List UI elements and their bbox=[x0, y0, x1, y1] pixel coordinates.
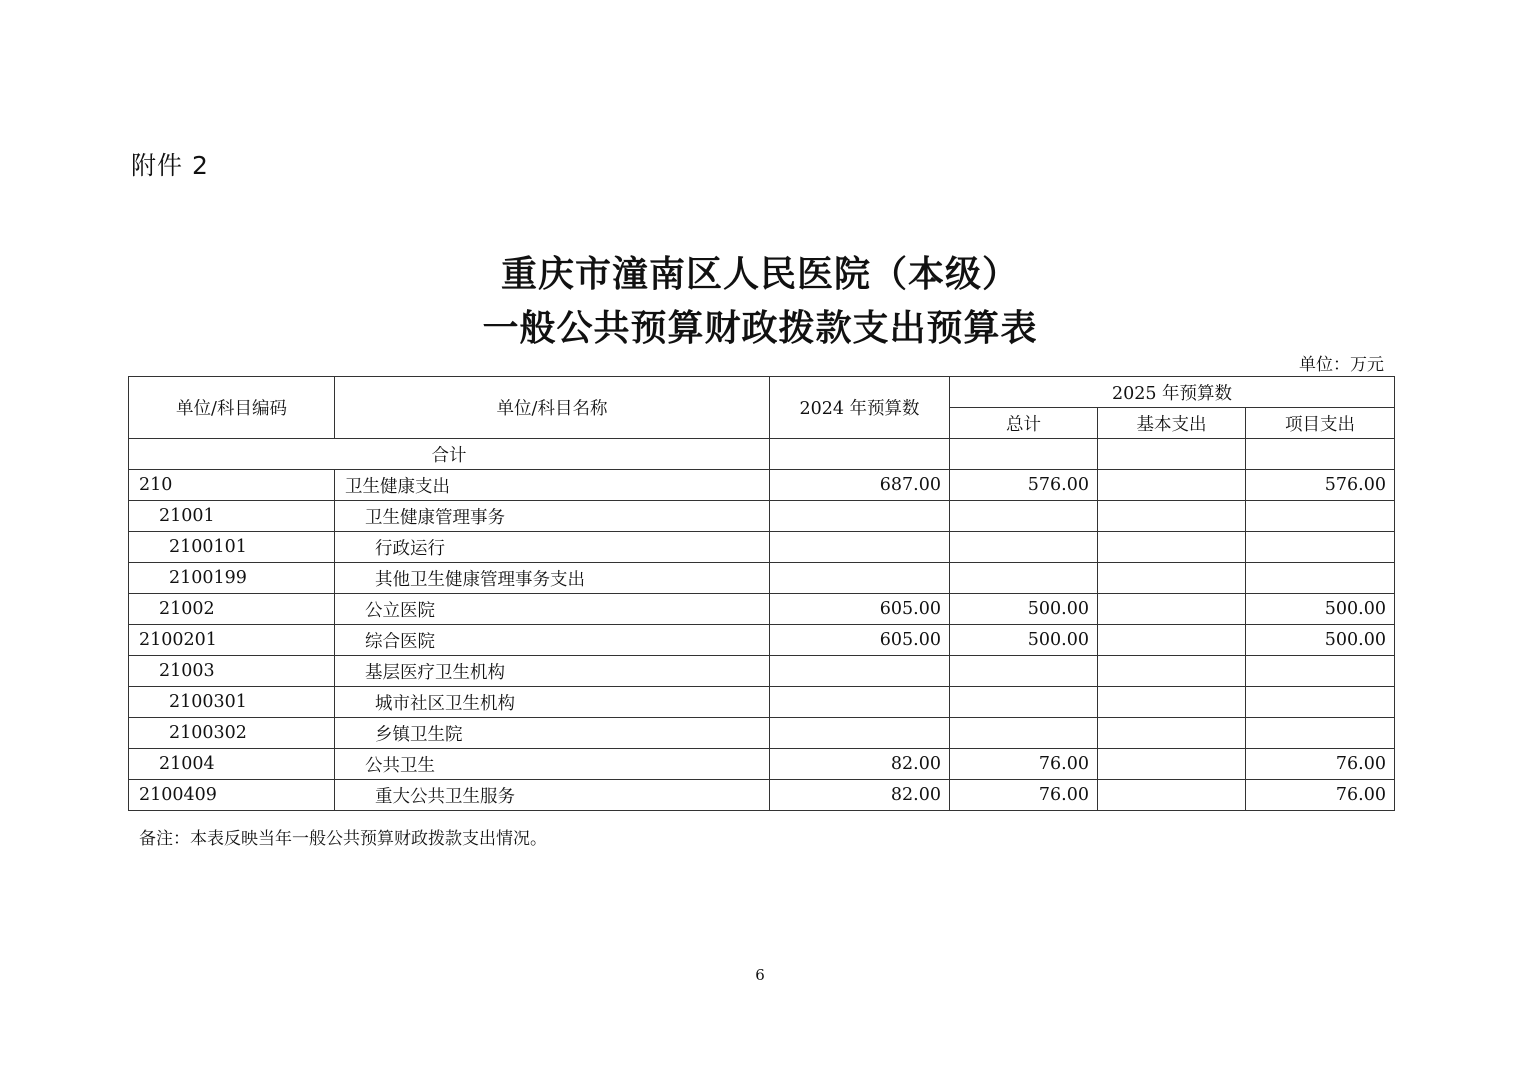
cell-b2024: 82.00 bbox=[770, 780, 950, 811]
cell-code: 2100201 bbox=[129, 625, 335, 656]
table-row bbox=[129, 501, 1395, 532]
cell-b2024 bbox=[770, 501, 950, 532]
unit-label: 单位：万元 bbox=[1299, 355, 1384, 375]
cell-b2024 bbox=[770, 439, 950, 470]
cell-project: 76.00 bbox=[1246, 749, 1395, 780]
cell-basic bbox=[1098, 532, 1246, 563]
cell-name: 卫生健康管理事务 bbox=[335, 501, 770, 532]
cell-basic bbox=[1098, 563, 1246, 594]
cell-name: 综合医院 bbox=[335, 625, 770, 656]
cell-basic bbox=[1098, 470, 1246, 501]
cell-project: 500.00 bbox=[1246, 625, 1395, 656]
cell-b2024 bbox=[770, 656, 950, 687]
cell-name: 重大公共卫生服务 bbox=[335, 780, 770, 811]
cell-code: 2100302 bbox=[129, 718, 335, 749]
document-title-line1: 重庆市潼南区人民医院（本级） bbox=[500, 253, 1019, 295]
cell-b2024: 687.00 bbox=[770, 470, 950, 501]
table-row bbox=[129, 625, 1395, 656]
total-label: 合计 bbox=[129, 439, 770, 470]
cell-total bbox=[950, 501, 1098, 532]
cell-b2024: 605.00 bbox=[770, 625, 950, 656]
budget-table bbox=[128, 376, 1395, 811]
page-number: 6 bbox=[755, 966, 765, 984]
cell-project bbox=[1246, 718, 1395, 749]
table-row bbox=[129, 594, 1395, 625]
table-row bbox=[129, 656, 1395, 687]
cell-code: 2100199 bbox=[129, 563, 335, 594]
table-note: 备注：本表反映当年一般公共预算财政拨款支出情况。 bbox=[139, 829, 547, 849]
cell-code: 21002 bbox=[129, 594, 335, 625]
header-name: 单位/科目名称 bbox=[335, 377, 770, 439]
header-basic: 基本支出 bbox=[1098, 408, 1246, 439]
cell-total bbox=[950, 687, 1098, 718]
cell-name: 城市社区卫生机构 bbox=[335, 687, 770, 718]
attachment-label: 附件 2 bbox=[131, 151, 209, 180]
cell-b2024 bbox=[770, 563, 950, 594]
cell-name: 行政运行 bbox=[335, 532, 770, 563]
cell-basic bbox=[1098, 594, 1246, 625]
cell-project bbox=[1246, 439, 1395, 470]
cell-basic bbox=[1098, 656, 1246, 687]
cell-total bbox=[950, 563, 1098, 594]
cell-project bbox=[1246, 687, 1395, 718]
cell-code: 21004 bbox=[129, 749, 335, 780]
cell-code: 2100301 bbox=[129, 687, 335, 718]
cell-project bbox=[1246, 563, 1395, 594]
table-row bbox=[129, 718, 1395, 749]
table-row bbox=[129, 470, 1395, 501]
table-row bbox=[129, 749, 1395, 780]
header-budget-2025: 2025 年预算数 bbox=[950, 377, 1395, 408]
cell-project bbox=[1246, 532, 1395, 563]
cell-basic bbox=[1098, 439, 1246, 470]
cell-code: 2100101 bbox=[129, 532, 335, 563]
table-row bbox=[129, 687, 1395, 718]
cell-project bbox=[1246, 656, 1395, 687]
cell-basic bbox=[1098, 501, 1246, 532]
cell-total bbox=[950, 439, 1098, 470]
table-row bbox=[129, 532, 1395, 563]
cell-project bbox=[1246, 501, 1395, 532]
header-project: 项目支出 bbox=[1246, 408, 1395, 439]
cell-code: 210 bbox=[129, 470, 335, 501]
cell-b2024: 82.00 bbox=[770, 749, 950, 780]
table-row bbox=[129, 780, 1395, 811]
cell-total: 76.00 bbox=[950, 780, 1098, 811]
cell-total bbox=[950, 656, 1098, 687]
cell-b2024 bbox=[770, 718, 950, 749]
cell-name: 其他卫生健康管理事务支出 bbox=[335, 563, 770, 594]
header-budget-2024: 2024 年预算数 bbox=[770, 377, 950, 439]
table-row-total bbox=[129, 439, 1395, 470]
cell-basic bbox=[1098, 718, 1246, 749]
cell-total: 576.00 bbox=[950, 470, 1098, 501]
cell-total bbox=[950, 532, 1098, 563]
cell-project: 576.00 bbox=[1246, 470, 1395, 501]
cell-basic bbox=[1098, 780, 1246, 811]
cell-code: 21003 bbox=[129, 656, 335, 687]
cell-name: 基层医疗卫生机构 bbox=[335, 656, 770, 687]
table-row bbox=[129, 563, 1395, 594]
cell-total: 500.00 bbox=[950, 625, 1098, 656]
cell-basic bbox=[1098, 749, 1246, 780]
cell-name: 乡镇卫生院 bbox=[335, 718, 770, 749]
cell-name: 公立医院 bbox=[335, 594, 770, 625]
cell-project: 76.00 bbox=[1246, 780, 1395, 811]
cell-code: 2100409 bbox=[129, 780, 335, 811]
cell-total: 76.00 bbox=[950, 749, 1098, 780]
document-title-line2: 一般公共预算财政拨款支出预算表 bbox=[482, 307, 1038, 349]
cell-total: 500.00 bbox=[950, 594, 1098, 625]
cell-name: 卫生健康支出 bbox=[335, 470, 770, 501]
cell-project: 500.00 bbox=[1246, 594, 1395, 625]
header-total: 总计 bbox=[950, 408, 1098, 439]
cell-b2024: 605.00 bbox=[770, 594, 950, 625]
cell-basic bbox=[1098, 625, 1246, 656]
header-code: 单位/科目编码 bbox=[129, 377, 335, 439]
cell-b2024 bbox=[770, 687, 950, 718]
cell-code: 21001 bbox=[129, 501, 335, 532]
cell-name: 公共卫生 bbox=[335, 749, 770, 780]
cell-total bbox=[950, 718, 1098, 749]
cell-b2024 bbox=[770, 532, 950, 563]
cell-basic bbox=[1098, 687, 1246, 718]
